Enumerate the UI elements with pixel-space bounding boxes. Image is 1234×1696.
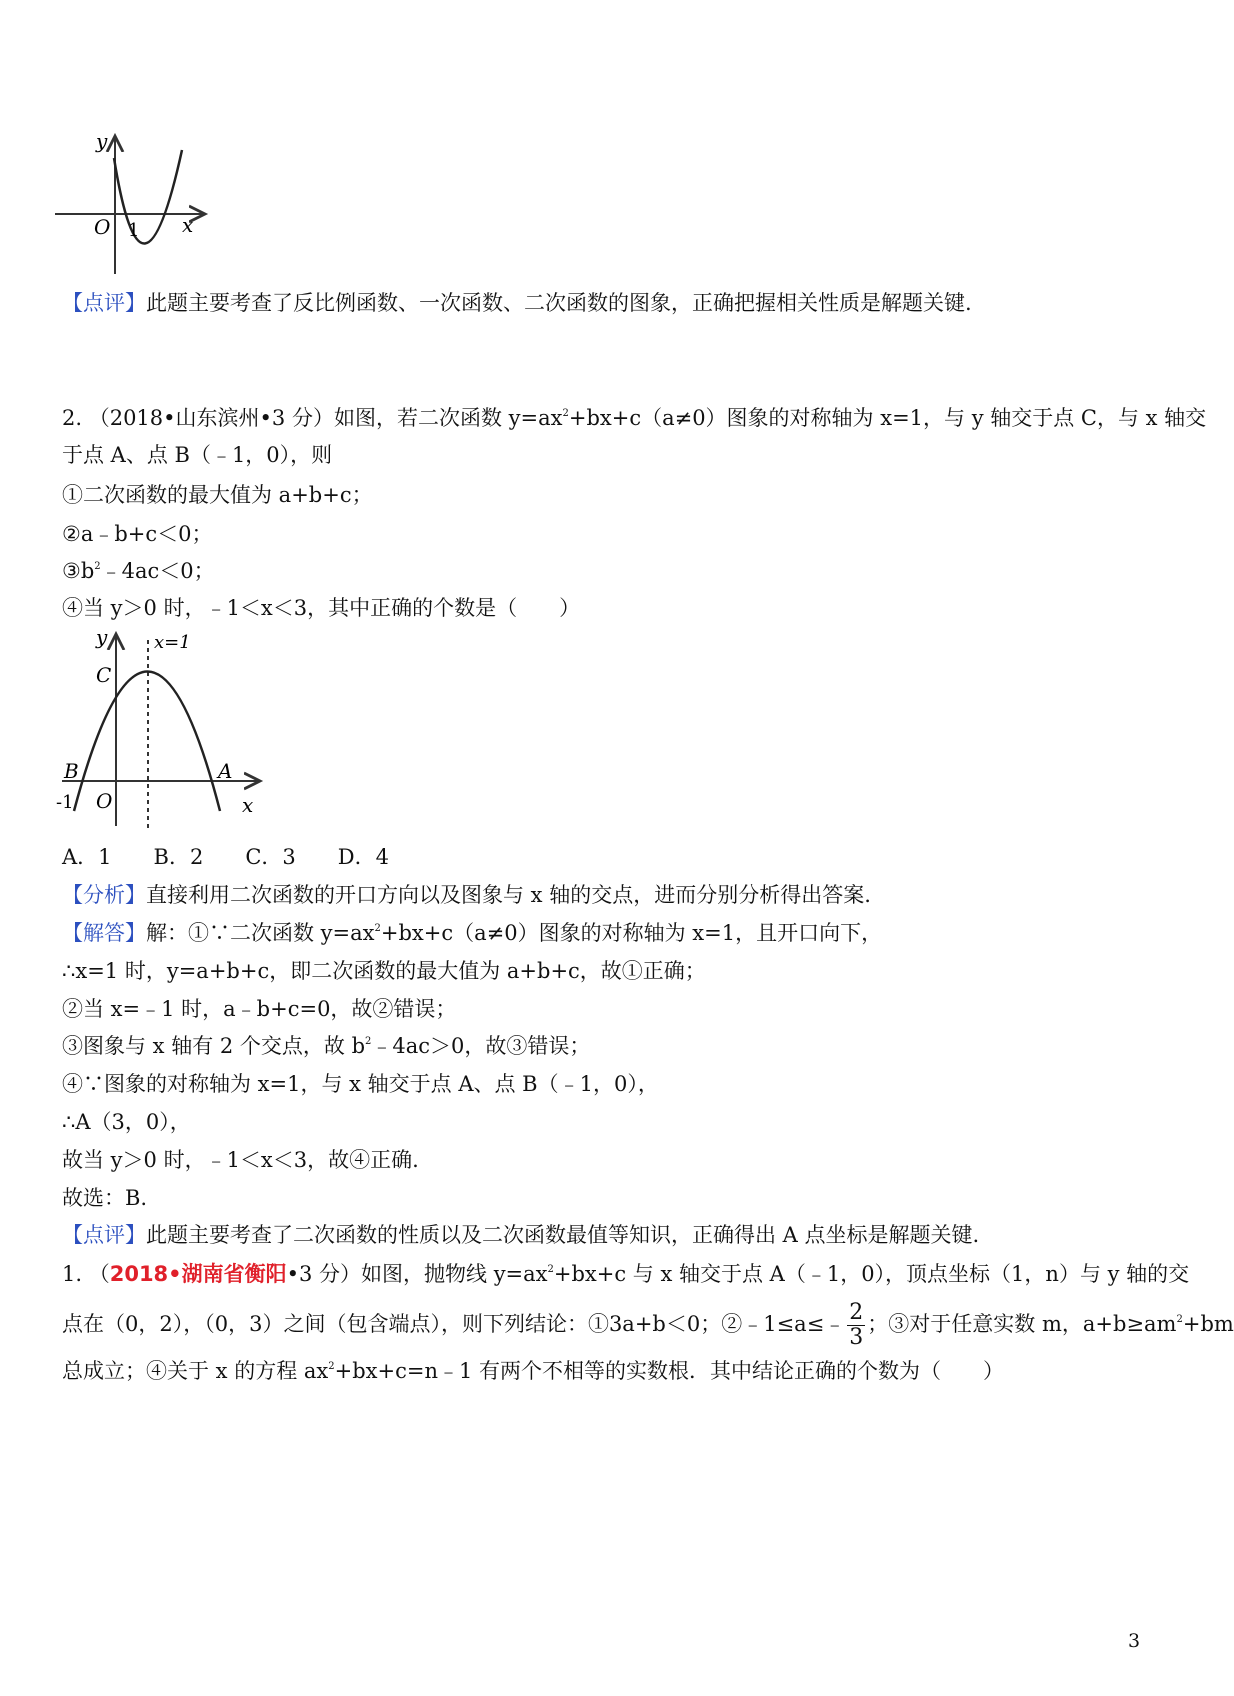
graph1-curve xyxy=(114,150,182,244)
q2-solution-line8: 故选：B. xyxy=(62,1186,148,1210)
q2-sol1-sup: 2 xyxy=(374,923,381,934)
graph1-origin-label: O xyxy=(94,215,111,239)
graph2-c-label: C xyxy=(96,663,112,687)
graph2-xeq-label: x=1 xyxy=(154,632,191,653)
q1-rest1: +bx+c 与 x 轴交于点 A（﹣1，0），顶点坐标（1，n）与 y 轴的交 xyxy=(553,1262,1190,1286)
q2-solution-line2: ∴x=1 时，y=a+b+c，即二次函数的最大值为 a+b+c，故①正确； xyxy=(62,959,706,983)
graph1-y-label: y xyxy=(96,129,108,153)
q1-stem-line2 xyxy=(62,1302,1234,1349)
q2-statement-4: ④当 y＞0 时，﹣1＜x＜3，其中正确的个数是（ ） xyxy=(62,596,581,620)
graph1-one-label: 1 xyxy=(128,220,140,241)
q1-line3a: 总成立；④关于 x 的方程 ax xyxy=(62,1359,329,1383)
q2-sol4-sup: 2 xyxy=(365,1036,372,1047)
graph2-b-label: B xyxy=(64,759,79,783)
graph1-x-label: x xyxy=(182,213,194,237)
q2-solution-line4 xyxy=(62,1034,590,1059)
q1-after-red: •3 分）如图，抛物线 y=ax xyxy=(286,1262,548,1286)
fraction-numerator: 2 xyxy=(849,1300,864,1325)
q2-stem1: 2. （2018•山东滨州•3 分）如图，若二次函数 y=ax xyxy=(62,406,563,430)
page-number: 3 xyxy=(1128,1630,1141,1652)
q1-line2c: +bm xyxy=(1182,1312,1234,1336)
q2-solution-line7: 故当 y＞0 时，﹣1＜x＜3，故④正确. xyxy=(62,1148,419,1172)
q2-options: A．1 B．2 C．3 D．4 xyxy=(62,845,389,869)
q2-statement-2: ②a﹣b+c＜0； xyxy=(62,522,213,546)
graph2-x-label: x xyxy=(242,793,254,817)
graph2-neg1-label: -1 xyxy=(56,792,74,813)
q1-source-highlight: 2018•湖南省衡阳 xyxy=(109,1262,287,1286)
q1-sup2: 2 xyxy=(1176,1314,1183,1325)
q2-statement-3 xyxy=(62,559,215,584)
q2-review-line xyxy=(62,1223,979,1248)
q2-solution-line3: ②当 x=﹣1 时，a﹣b+c=0，故②错误； xyxy=(62,997,457,1021)
q1-sup3: 2 xyxy=(328,1361,335,1372)
q1-line2b: ；③对于任意实数 m，a+b≥am xyxy=(867,1312,1177,1336)
graph2-a-label: A xyxy=(218,759,233,783)
q2-solution-line5: ④∵图象的对称轴为 x=1，与 x 轴交于点 A、点 B（﹣1，0）， xyxy=(62,1072,659,1096)
q2-stem1-sup: 2 xyxy=(562,408,569,419)
solution-tag: 【解答】 xyxy=(62,921,146,945)
q2-s3a: ③b xyxy=(62,559,95,583)
q2-analysis-line xyxy=(62,883,871,908)
q2-stem-line1 xyxy=(62,406,1206,431)
q1-line3b: +bx+c=n﹣1 有两个不相等的实数根．其中结论正确的个数为（ ） xyxy=(334,1359,1005,1383)
q2-review: 此题主要考查了二次函数的性质以及二次函数最值等知识，正确得出 A 点坐标是解题关键. xyxy=(146,1223,980,1247)
q2-statement-1: ①二次函数的最大值为 a+b+c； xyxy=(62,483,373,507)
graph2-origin-label: O xyxy=(96,789,113,813)
q2-stem1-rest: +bx+c（a≠0）图象的对称轴为 x=1，与 y 轴交于点 C，与 x 轴交 xyxy=(568,406,1207,430)
graph-upward-parabola xyxy=(50,128,220,278)
q2-s3b: ﹣4ac＜0； xyxy=(100,559,215,583)
q1-num: 1. （ xyxy=(62,1262,110,1286)
review-tag: 【点评】 xyxy=(62,291,146,315)
q2-sol4a: ③图象与 x 轴有 2 个交点，故 b xyxy=(62,1034,366,1058)
q2-stem-line2: 于点 A、点 B（﹣1，0），则 xyxy=(62,443,333,467)
graph-downward-parabola xyxy=(52,626,272,836)
q2-solution-line1 xyxy=(62,921,882,946)
graph2-y-label: y xyxy=(96,625,108,649)
q2-sol4b: ﹣4ac＞0，故③错误； xyxy=(371,1034,591,1058)
q2-sol1b: +bx+c（a≠0）图象的对称轴为 x=1，且开口向下， xyxy=(380,921,883,945)
q2-solution-line6: ∴A（3，0）， xyxy=(62,1110,191,1134)
q1-stem-line3 xyxy=(62,1359,1004,1384)
q1-stem-line1 xyxy=(62,1262,1189,1287)
fraction-two-thirds xyxy=(847,1302,865,1349)
q2-sol1a: 解：①∵二次函数 y=ax xyxy=(146,921,375,945)
fraction-denominator: 3 xyxy=(849,1325,864,1350)
q2-s3-sup: 2 xyxy=(94,561,101,572)
review1-text: 此题主要考查了反比例函数、一次函数、二次函数的图象，正确把握相关性质是解题关键. xyxy=(146,291,972,315)
q2-analysis: 直接利用二次函数的开口方向以及图象与 x 轴的交点，进而分别分析得出答案. xyxy=(146,883,871,907)
q1-line2a: 点在（0，2），（0，3）之间（包含端点），则下列结论：①3a+b＜0；②﹣1≤a≤﹣ xyxy=(62,1312,846,1336)
review1-line xyxy=(62,291,972,316)
q1-sup1: 2 xyxy=(547,1264,554,1275)
review-tag-2: 【点评】 xyxy=(62,1223,146,1247)
analysis-tag: 【分析】 xyxy=(62,883,146,907)
